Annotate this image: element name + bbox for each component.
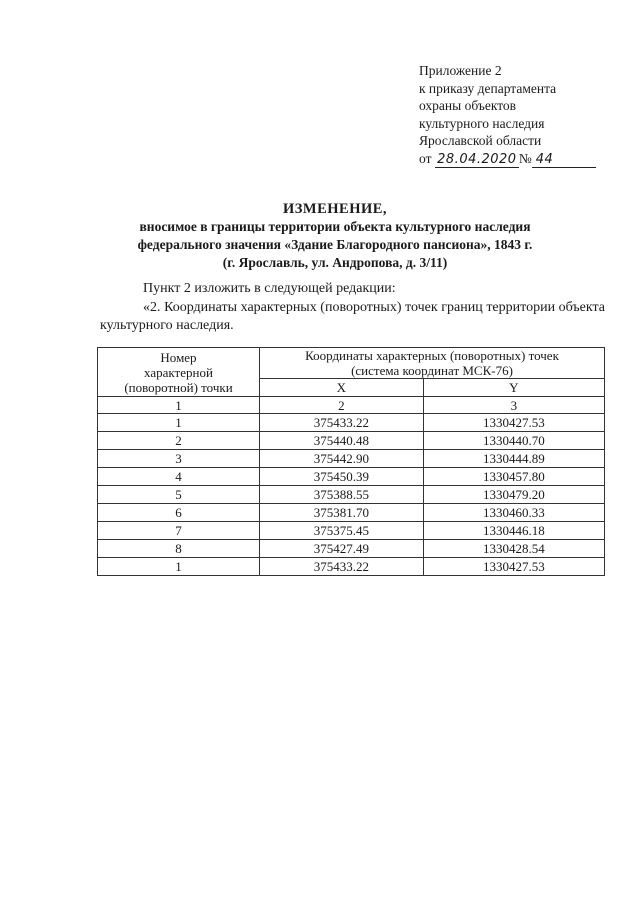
y-cell: 1330428.54: [423, 540, 604, 558]
table-row: [98, 486, 605, 504]
column-number: 2: [260, 397, 424, 414]
point-cell: 4: [98, 468, 260, 486]
x-cell: 375440.48: [260, 432, 424, 450]
heading-line: федерального значения «Здание Благородного пансиона», 1843 г.: [137, 237, 533, 252]
document-heading: [100, 200, 570, 272]
coordinates-header: Координаты характерных (поворотных) точек (система координат МСК-76): [260, 348, 605, 379]
number-sign: №: [518, 150, 532, 166]
x-cell: 375433.22: [260, 414, 424, 432]
point-cell: 2: [98, 432, 260, 450]
x-cell: 375375.45: [260, 522, 424, 540]
y-cell: 1330460.33: [423, 504, 604, 522]
paragraph-instruction: Пункт 2 изложить в следующей редакции:: [143, 281, 396, 296]
appendix-line: Приложение 2: [419, 63, 502, 78]
coordinates-table: [97, 347, 605, 576]
table-row: [98, 414, 605, 432]
x-cell: 375450.39: [260, 468, 424, 486]
table-row: [98, 468, 605, 486]
point-cell: 6: [98, 504, 260, 522]
table-row: [98, 432, 605, 450]
table-row: [98, 450, 605, 468]
y-cell: 1330427.53: [423, 414, 604, 432]
appendix-line: Ярославской области: [419, 133, 542, 148]
y-cell: 1330444.89: [423, 450, 604, 468]
date-prefix: от: [419, 150, 432, 166]
heading-line: вносимое в границы территории объекта культурного наследия: [139, 219, 531, 234]
x-header: X: [260, 379, 424, 397]
point-cell: 3: [98, 450, 260, 468]
point-cell: 5: [98, 486, 260, 504]
column-number: 3: [423, 397, 604, 414]
point-cell: 7: [98, 522, 260, 540]
point-number-header: Номер характерной (поворотной) точки: [98, 348, 260, 397]
table-row: [98, 504, 605, 522]
x-cell: 375381.70: [260, 504, 424, 522]
x-cell: 375442.90: [260, 450, 424, 468]
y-cell: 1330457.80: [423, 468, 604, 486]
appendix-block: [419, 62, 619, 168]
x-cell: 375433.22: [260, 558, 424, 576]
table-row: [98, 522, 605, 540]
column-number: 1: [98, 397, 260, 414]
appendix-line: к приказу департамента: [419, 80, 557, 96]
table-row: [98, 540, 605, 558]
y-header: Y: [423, 379, 604, 397]
point-cell: 1: [98, 414, 260, 432]
x-cell: 375427.49: [260, 540, 424, 558]
y-cell: 1330446.18: [423, 522, 604, 540]
y-cell: 1330479.20: [423, 486, 604, 504]
y-cell: 1330440.70: [423, 432, 604, 450]
heading-line: (г. Ярославль, ул. Андропова, д. 3/11): [222, 255, 448, 270]
appendix-line: охраны объектов: [419, 98, 517, 113]
table-row: [98, 558, 605, 576]
heading-title: ИЗМЕНЕНИЕ,: [282, 201, 388, 217]
appendix-line: культурного наследия: [419, 115, 545, 131]
paragraph-coordinates-intro: «2. Координаты характерных (поворотных) точек границ территории объекта культурного наследия.: [100, 300, 605, 333]
handwritten-date: 28.04.2020: [435, 152, 519, 168]
handwritten-number: 44: [532, 152, 596, 168]
y-cell: 1330427.53: [423, 558, 604, 576]
point-cell: 1: [98, 558, 260, 576]
x-cell: 375388.55: [260, 486, 424, 504]
order-date-line: [419, 150, 619, 168]
point-cell: 8: [98, 540, 260, 558]
